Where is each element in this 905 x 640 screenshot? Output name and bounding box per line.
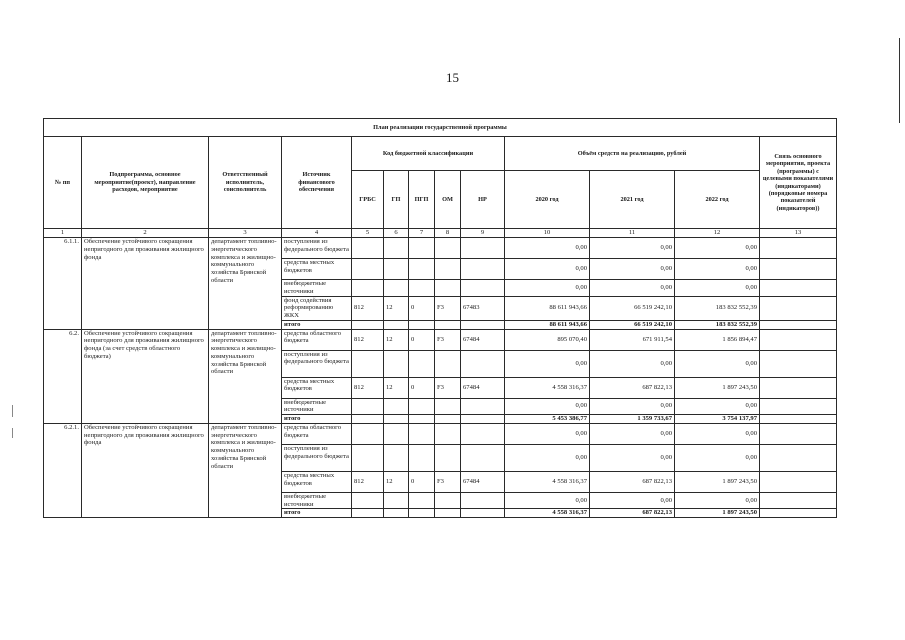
- header-budget-code: Код бюджетной классификации: [352, 137, 505, 171]
- code-grbs: [352, 444, 384, 471]
- code-nr: 67484: [461, 329, 505, 350]
- amount-2020: 0,00: [505, 280, 590, 297]
- amount-2020: 4 558 316,37: [505, 377, 590, 398]
- code-nr: [461, 280, 505, 297]
- header-2021: 2021 год: [590, 171, 675, 229]
- column-number: 12: [675, 229, 760, 238]
- amount-2020: 4 558 316,37: [505, 509, 590, 518]
- code-gp: [384, 320, 409, 329]
- amount-2022: 1 856 894,47: [675, 329, 760, 350]
- code-pgp: [409, 509, 435, 518]
- amount-2021: 671 911,54: [590, 329, 675, 350]
- code-grbs: [352, 320, 384, 329]
- column-number: 4: [282, 229, 352, 238]
- code-om: [435, 415, 461, 424]
- header-om: ОМ: [435, 171, 461, 229]
- code-grbs: [352, 509, 384, 518]
- code-gp: [384, 259, 409, 280]
- column-number: 10: [505, 229, 590, 238]
- code-pgp: [409, 398, 435, 415]
- code-om: F3: [435, 329, 461, 350]
- amount-2021: 687 822,13: [590, 471, 675, 492]
- indicator-link: [760, 377, 837, 398]
- code-grbs: [352, 415, 384, 424]
- code-nr: [461, 320, 505, 329]
- amount-2020: 895 070,40: [505, 329, 590, 350]
- code-om: [435, 492, 461, 509]
- code-gp: [384, 444, 409, 471]
- indicator-link: [760, 350, 837, 377]
- funding-source: средства областного бюджета: [282, 423, 352, 444]
- indicator-link: [760, 329, 837, 350]
- amount-2022: 183 832 552,39: [675, 320, 760, 329]
- amount-2020: 4 558 316,37: [505, 471, 590, 492]
- indicator-link: [760, 509, 837, 518]
- funding-source: внебюджетные источники: [282, 492, 352, 509]
- amount-2022: 183 832 552,39: [675, 296, 760, 320]
- column-number: 1: [44, 229, 82, 238]
- amount-2020: 88 611 943,66: [505, 296, 590, 320]
- column-number: 5: [352, 229, 384, 238]
- amount-2020: 0,00: [505, 398, 590, 415]
- code-pgp: [409, 350, 435, 377]
- code-grbs: 812: [352, 296, 384, 320]
- amount-2021: 66 519 242,10: [590, 320, 675, 329]
- amount-2022: 0,00: [675, 444, 760, 471]
- amount-2020: 0,00: [505, 259, 590, 280]
- header-grbs: ГРБС: [352, 171, 384, 229]
- funding-source: средства местных бюджетов: [282, 259, 352, 280]
- code-pgp: [409, 423, 435, 444]
- code-gp: [384, 238, 409, 259]
- code-nr: [461, 350, 505, 377]
- code-om: F3: [435, 471, 461, 492]
- code-pgp: 0: [409, 296, 435, 320]
- header-link: Связь основного мероприятия, проекта (программы) с целевыми показателями (индикаторами) (порядковые номера показателей (индикаторов)): [760, 137, 837, 229]
- code-nr: [461, 509, 505, 518]
- indicator-link: [760, 238, 837, 259]
- code-nr: [461, 238, 505, 259]
- code-nr: 67484: [461, 377, 505, 398]
- header-pgp: ПГП: [409, 171, 435, 229]
- funding-source: внебюджетные источники: [282, 398, 352, 415]
- indicator-link: [760, 415, 837, 424]
- margin-mark: [12, 405, 13, 417]
- code-gp: 12: [384, 471, 409, 492]
- funding-source: средства местных бюджетов: [282, 471, 352, 492]
- funding-source: итого: [282, 509, 352, 518]
- column-number: 8: [435, 229, 461, 238]
- code-grbs: 812: [352, 377, 384, 398]
- funding-source: поступления из федерального бюджета: [282, 350, 352, 377]
- code-grbs: [352, 280, 384, 297]
- code-om: [435, 509, 461, 518]
- amount-2021: 0,00: [590, 398, 675, 415]
- code-om: F3: [435, 377, 461, 398]
- header-executor: Ответственный исполнитель, соисполнитель: [209, 137, 282, 229]
- code-pgp: 0: [409, 377, 435, 398]
- amount-2021: 0,00: [590, 444, 675, 471]
- code-pgp: [409, 444, 435, 471]
- indicator-link: [760, 471, 837, 492]
- code-om: [435, 350, 461, 377]
- funding-source: итого: [282, 320, 352, 329]
- code-gp: [384, 350, 409, 377]
- amount-2020: 88 611 943,66: [505, 320, 590, 329]
- code-nr: [461, 415, 505, 424]
- indicator-link: [760, 280, 837, 297]
- code-pgp: [409, 238, 435, 259]
- table-row: [44, 423, 837, 444]
- code-nr: [461, 444, 505, 471]
- amount-2020: 0,00: [505, 423, 590, 444]
- amount-2022: 0,00: [675, 398, 760, 415]
- amount-2021: 0,00: [590, 280, 675, 297]
- header-2022: 2022 год: [675, 171, 760, 229]
- indicator-link: [760, 423, 837, 444]
- code-om: [435, 444, 461, 471]
- table-title: План реализации государственной программы: [44, 119, 837, 137]
- amount-2022: 0,00: [675, 259, 760, 280]
- column-number: 9: [461, 229, 505, 238]
- code-grbs: [352, 492, 384, 509]
- amount-2020: 0,00: [505, 444, 590, 471]
- code-nr: [461, 259, 505, 280]
- funding-source: средства местных бюджетов: [282, 377, 352, 398]
- amount-2021: 0,00: [590, 350, 675, 377]
- code-grbs: [352, 398, 384, 415]
- item-name: Обеспечение устойчивого сокращения непригодного для проживания жилищного фонда: [82, 238, 209, 330]
- code-gp: [384, 509, 409, 518]
- amount-2022: 0,00: [675, 492, 760, 509]
- code-grbs: [352, 423, 384, 444]
- plan-table: [43, 118, 837, 518]
- table-row: [44, 238, 837, 259]
- amount-2022: 0,00: [675, 238, 760, 259]
- column-number: 6: [384, 229, 409, 238]
- code-om: [435, 423, 461, 444]
- item-executor: департамент топливно-энергетического комплекса и жилищно-коммунального хозяйства Брянской области: [209, 329, 282, 423]
- header-subprogram: Подпрограмма, основное мероприятие(проект), направление расходов, мероприятие: [82, 137, 209, 229]
- header-nr: НР: [461, 171, 505, 229]
- table-row: [44, 329, 837, 350]
- amount-2022: 1 897 243,50: [675, 509, 760, 518]
- header-gp: ГП: [384, 171, 409, 229]
- column-number: 2: [82, 229, 209, 238]
- code-pgp: [409, 415, 435, 424]
- amount-2022: 0,00: [675, 280, 760, 297]
- item-number: 6.1.1.: [44, 238, 82, 330]
- code-nr: 67484: [461, 471, 505, 492]
- amount-2021: 687 822,13: [590, 509, 675, 518]
- code-pgp: [409, 492, 435, 509]
- header-2020: 2020 год: [505, 171, 590, 229]
- amount-2021: 0,00: [590, 492, 675, 509]
- indicator-link: [760, 259, 837, 280]
- page-number: 15: [446, 70, 459, 85]
- code-pgp: 0: [409, 471, 435, 492]
- header-volume: Объём средств на реализацию, рублей: [505, 137, 760, 171]
- item-name: Обеспечение устойчивого сокращения непригодного для проживания жилищного фонда: [82, 423, 209, 517]
- amount-2022: 0,00: [675, 423, 760, 444]
- amount-2021: 0,00: [590, 423, 675, 444]
- amount-2020: 0,00: [505, 492, 590, 509]
- funding-source: фонд содействия реформированию ЖКХ: [282, 296, 352, 320]
- amount-2020: 5 453 386,77: [505, 415, 590, 424]
- amount-2020: 0,00: [505, 238, 590, 259]
- code-nr: 67483: [461, 296, 505, 320]
- indicator-link: [760, 320, 837, 329]
- code-gp: [384, 398, 409, 415]
- code-om: [435, 238, 461, 259]
- code-gp: 12: [384, 296, 409, 320]
- amount-2020: 0,00: [505, 350, 590, 377]
- indicator-link: [760, 492, 837, 509]
- funding-source: внебюджетные источники: [282, 280, 352, 297]
- code-gp: [384, 280, 409, 297]
- code-pgp: 0: [409, 329, 435, 350]
- amount-2021: 1 359 733,67: [590, 415, 675, 424]
- code-gp: [384, 492, 409, 509]
- code-grbs: [352, 259, 384, 280]
- item-executor: департамент топливно-энергетического комплекса и жилищно-коммунального хозяйства Брянской области: [209, 423, 282, 517]
- amount-2022: 1 897 243,50: [675, 377, 760, 398]
- amount-2021: 66 519 242,10: [590, 296, 675, 320]
- amount-2021: 0,00: [590, 259, 675, 280]
- code-pgp: [409, 259, 435, 280]
- funding-source: средства областного бюджета: [282, 329, 352, 350]
- page-edge-line: [899, 38, 900, 123]
- indicator-link: [760, 398, 837, 415]
- item-name: Обеспечение устойчивого сокращения непригодного для проживания жилищного фонда (за счет средств областного бюджета): [82, 329, 209, 423]
- code-nr: [461, 492, 505, 509]
- item-number: 6.2.1.: [44, 423, 82, 517]
- item-executor: департамент топливно-энергетического комплекса и жилищно-коммунального хозяйства Брянской области: [209, 238, 282, 330]
- header-no: № пп: [44, 137, 82, 229]
- amount-2022: 1 897 243,50: [675, 471, 760, 492]
- item-number: 6.2.: [44, 329, 82, 423]
- amount-2021: 687 822,13: [590, 377, 675, 398]
- indicator-link: [760, 444, 837, 471]
- code-gp: 12: [384, 329, 409, 350]
- column-number: 11: [590, 229, 675, 238]
- amount-2022: 0,00: [675, 350, 760, 377]
- code-gp: [384, 423, 409, 444]
- code-grbs: 812: [352, 471, 384, 492]
- funding-source: поступления из федерального бюджета: [282, 444, 352, 471]
- code-nr: [461, 398, 505, 415]
- code-pgp: [409, 280, 435, 297]
- code-om: [435, 398, 461, 415]
- code-gp: 12: [384, 377, 409, 398]
- code-pgp: [409, 320, 435, 329]
- indicator-link: [760, 296, 837, 320]
- code-om: [435, 280, 461, 297]
- amount-2021: 0,00: [590, 238, 675, 259]
- header-source: Источник финансового обеспечения: [282, 137, 352, 229]
- code-grbs: 812: [352, 329, 384, 350]
- column-number: 3: [209, 229, 282, 238]
- code-om: F3: [435, 296, 461, 320]
- margin-mark: [12, 428, 13, 438]
- code-nr: [461, 423, 505, 444]
- code-grbs: [352, 238, 384, 259]
- code-grbs: [352, 350, 384, 377]
- column-number: 7: [409, 229, 435, 238]
- funding-source: итого: [282, 415, 352, 424]
- code-om: [435, 320, 461, 329]
- amount-2022: 3 754 137,97: [675, 415, 760, 424]
- code-gp: [384, 415, 409, 424]
- funding-source: поступления из федерального бюджета: [282, 238, 352, 259]
- column-number: 13: [760, 229, 837, 238]
- code-om: [435, 259, 461, 280]
